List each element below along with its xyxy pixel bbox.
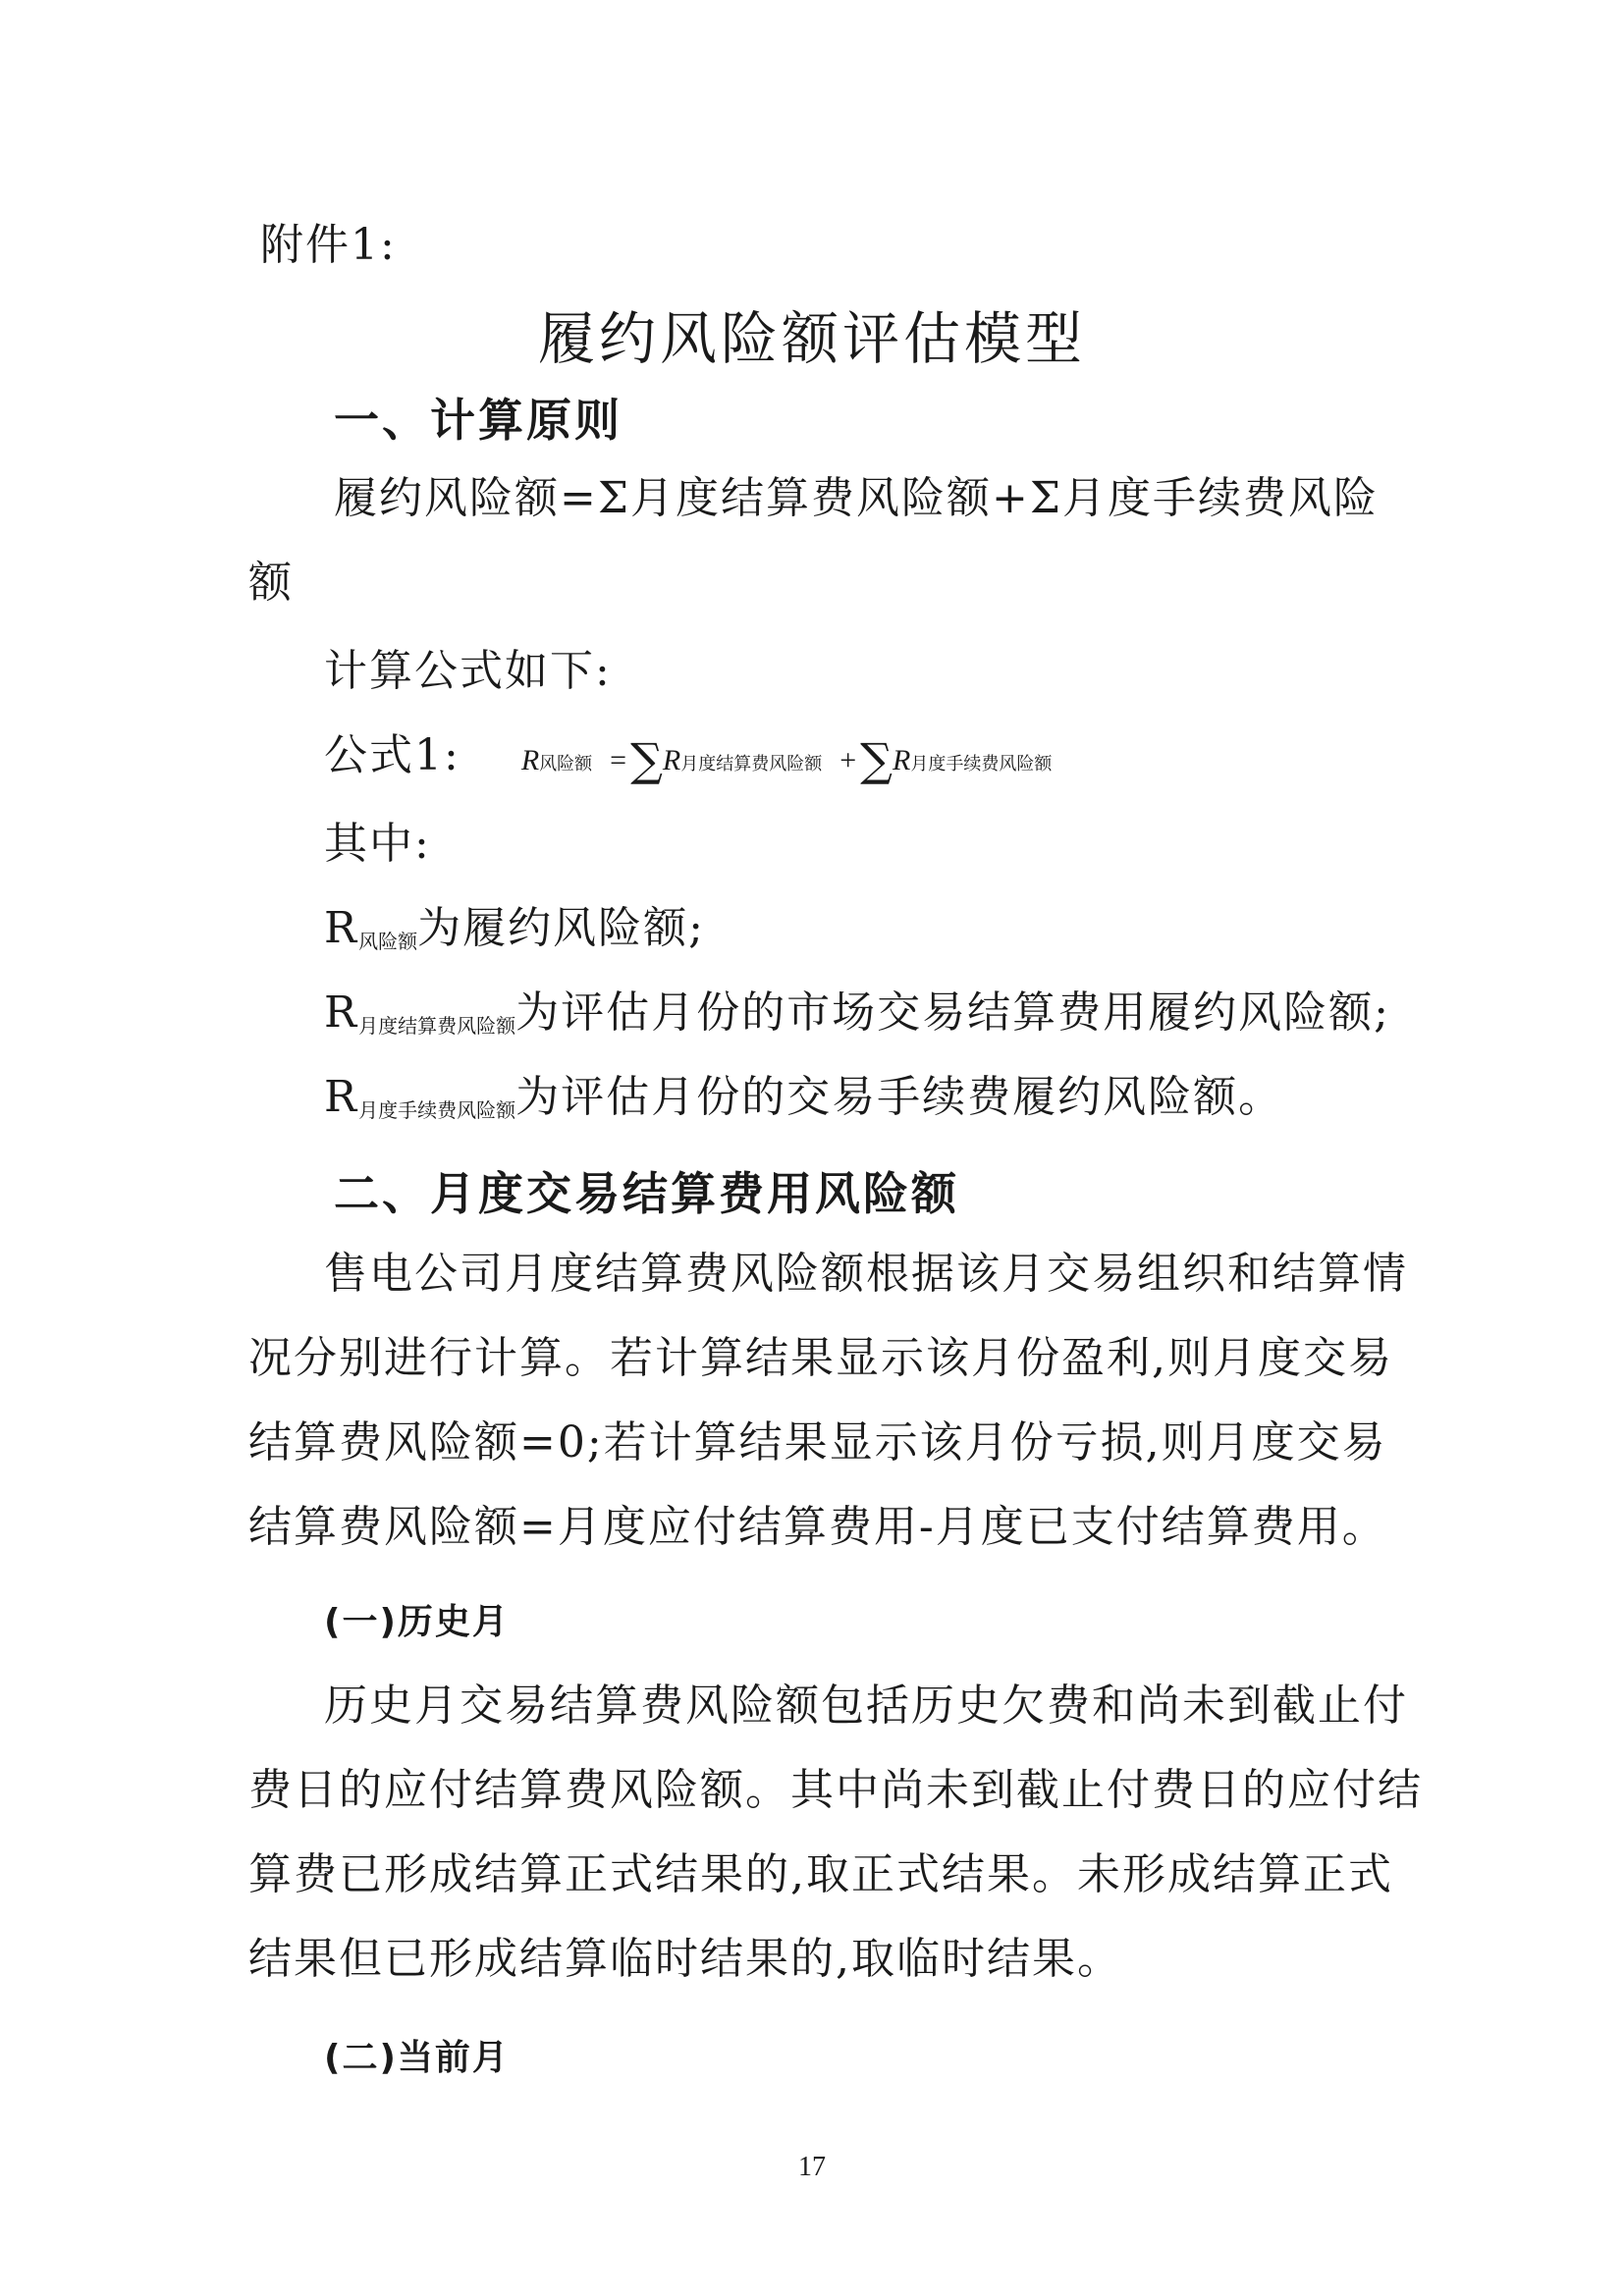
formula-sigma-1: ∑ [630,733,663,786]
formula-r-total: R [520,744,540,776]
section-2-heading: 二、月度交易结算费用风险额 [334,1167,959,1220]
formula-sub-fee: 月度手续费风险额 [910,754,1053,774]
definition-sub: 风险额 [358,930,418,953]
section-2-para-line: 结算费风险额=0;若计算结果显示该月份亏损,则月度交易 [248,1417,1387,1468]
subsection-1-para-line: 费日的应付结算费风险额。其中尚未到截止付费日的应付结 [248,1765,1423,1815]
section-1-heading: 一、计算原则 [334,394,623,447]
definition-r: R [324,1072,359,1122]
formula-equals: = [610,744,627,776]
page-number: 17 [798,2152,826,2182]
formula-sub-settlement: 月度结算费风险额 [680,754,823,774]
subsection-2-heading: (二)当前月 [324,2038,510,2078]
principle-line-2: 额 [248,558,294,608]
definition-text: 为评估月份的市场交易结算费用履约风险额; [515,988,1390,1038]
formula-sigma-2: ∑ [860,733,893,786]
subsection-1-para-line: 结果但已形成结算临时结果的,取临时结果。 [248,1934,1122,1984]
definition-r: R [324,903,359,953]
definition-1 [324,901,705,969]
formula-r-settlement: R [662,744,681,776]
formula-expression [520,730,1053,786]
section-2-para-line: 售电公司月度结算费风险额根据该月交易组织和结算情 [324,1249,1408,1299]
formula-r-fee: R [893,744,911,776]
subsection-1-heading: (一)历史月 [324,1602,510,1642]
subsection-1-para-line: 历史月交易结算费风险额包括历史欠费和尚未到截止付 [324,1681,1408,1731]
formula-line [324,728,1052,792]
definition-r: R [324,988,359,1038]
definition-sub: 月度结算费风险额 [358,1014,516,1038]
definition-3 [324,1070,1283,1138]
where-label: 其中: [324,819,431,869]
formula-intro: 计算公式如下: [324,646,612,696]
document-title: 履约风险额评估模型 [537,305,1086,372]
formula-sub-total: 风险额 [539,754,593,774]
definition-2 [324,986,1390,1053]
principle-line-1: 履约风险额=Σ月度结算费风险额+Σ月度手续费风险 [334,473,1379,523]
definition-sub: 月度手续费风险额 [358,1098,516,1122]
subsection-1-para-line: 算费已形成结算正式结果的,取正式结果。未形成结算正式 [248,1849,1393,1899]
definition-text: 为评估月份的交易手续费履约风险额。 [515,1072,1284,1122]
section-2-para-line: 况分别进行计算。若计算结果显示该月份盈利,则月度交易 [248,1333,1393,1383]
formula-label: 公式1: [324,730,460,780]
formula-plus: + [839,744,857,776]
definition-text: 为履约风险额; [417,903,705,953]
attachment-label: 附件1: [260,220,397,270]
section-2-para-line: 结算费风险额=月度应付结算费用-月度已支付结算费用。 [248,1502,1387,1552]
